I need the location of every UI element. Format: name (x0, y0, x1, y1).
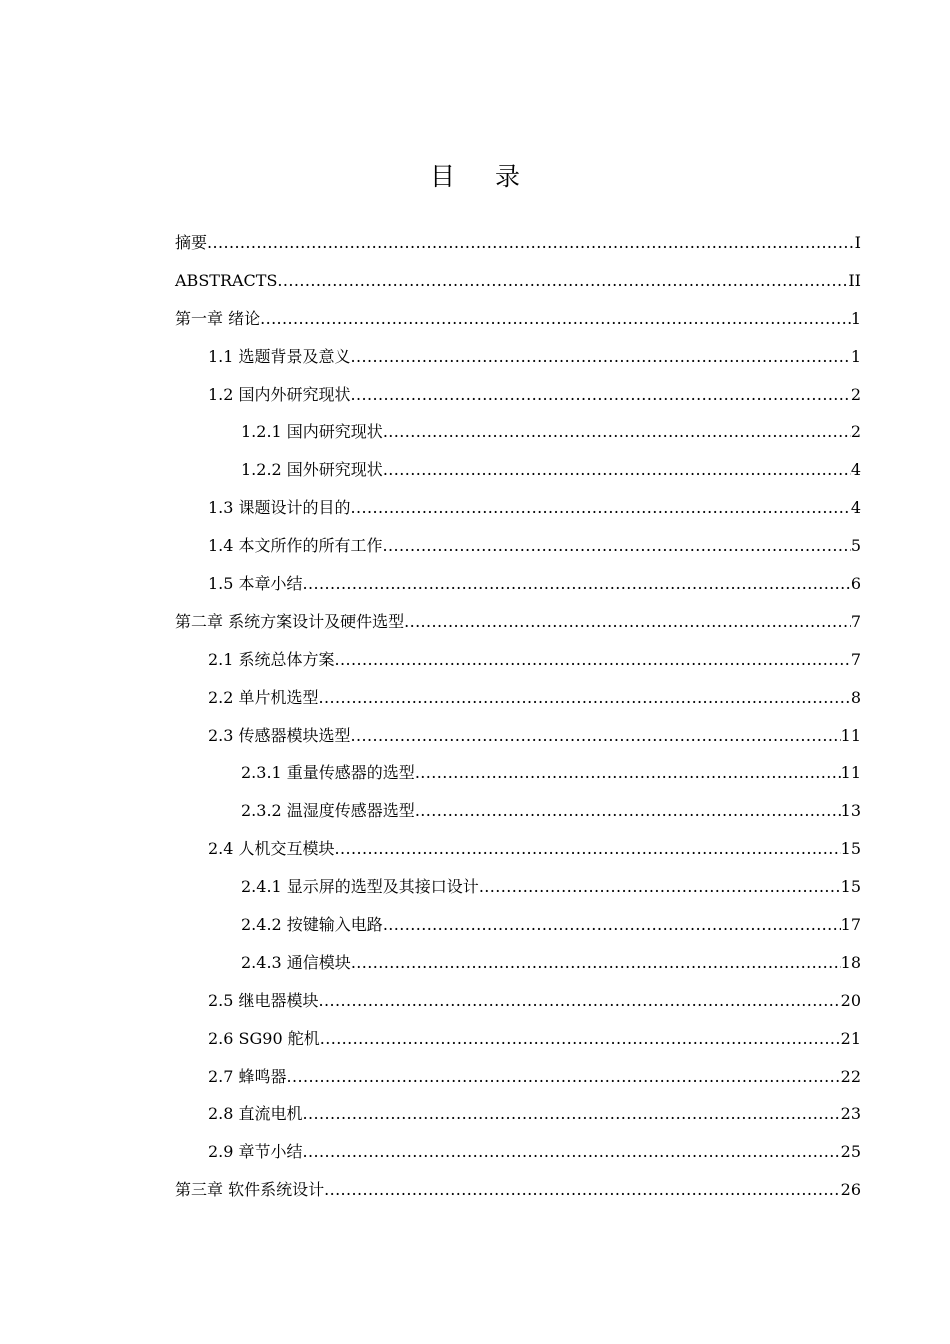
toc-entry-label: 2.3.2 温湿度传感器选型 (241, 801, 415, 821)
toc-entry-page: II (848, 270, 861, 290)
toc-entry-page: 2 (850, 422, 861, 442)
toc-entry-page: 4 (850, 460, 861, 480)
toc-entry-label: 2.4.3 通信模块 (241, 952, 351, 972)
toc-entry-label: 2.9 章节小结 (208, 1142, 303, 1162)
toc-title-right-char: 录 (495, 162, 521, 191)
toc-entry-page: 1 (850, 346, 861, 366)
dot-leader (303, 565, 851, 603)
dot-leader (335, 830, 841, 868)
toc-entry[interactable] (175, 982, 861, 1020)
toc-entry[interactable] (175, 792, 861, 830)
toc-entry-label: 摘要 (175, 233, 208, 252)
toc-entry-page: 17 (840, 915, 861, 935)
toc-entry[interactable] (175, 262, 861, 300)
toc-entry-label: 2.2 单片机选型 (208, 687, 319, 707)
toc-entry-page: 15 (840, 839, 861, 859)
toc-entry-label: 1.4 本文所作的所有工作 (208, 536, 383, 556)
toc-entry[interactable] (175, 338, 861, 376)
toc-entry[interactable] (175, 451, 861, 489)
toc-entry-label: 第二章 系统方案设计及硬件选型 (175, 611, 405, 631)
toc-title-left-char: 目 (429, 162, 455, 191)
toc-entry-label: 1.2.2 国外研究现状 (241, 460, 383, 480)
toc-entry-label: 2.7 蜂鸣器 (208, 1066, 287, 1086)
toc-entry-label: 2.4 人机交互模块 (208, 839, 335, 859)
toc-entry-page: 5 (850, 536, 861, 556)
dot-leader (351, 338, 851, 376)
toc-entry-page: 4 (850, 498, 861, 518)
toc-entry-label: 2.5 继电器模块 (208, 990, 319, 1010)
dot-leader (351, 717, 841, 755)
toc-entry[interactable] (175, 300, 861, 338)
toc-entry[interactable] (175, 868, 861, 906)
toc-entry-label: 2.4.1 显示屏的选型及其接口设计 (241, 877, 479, 897)
dot-leader (404, 603, 851, 641)
toc-entry[interactable] (175, 641, 861, 679)
toc-entry[interactable] (175, 717, 861, 755)
toc-entry-page: 23 (840, 1104, 861, 1124)
toc-entry[interactable] (175, 1171, 861, 1209)
toc-entry-page: 18 (840, 952, 861, 972)
toc-entry-label: 1.5 本章小结 (208, 574, 303, 594)
toc-entry[interactable] (175, 413, 861, 451)
toc-entry-page: 20 (840, 990, 861, 1010)
toc-entry[interactable] (175, 1133, 861, 1171)
toc-entry[interactable] (175, 603, 861, 641)
toc-entry[interactable] (175, 906, 861, 944)
toc-entry-label: 2.3.1 重量传感器的选型 (241, 763, 415, 783)
toc-entry-page: 7 (850, 649, 861, 669)
toc-entry[interactable] (175, 830, 861, 868)
toc-entry-label: 2.8 直流电机 (208, 1104, 303, 1124)
toc-entry-page: 22 (840, 1066, 861, 1086)
toc-entry[interactable] (175, 679, 861, 717)
dot-leader (320, 1020, 841, 1058)
toc-entry-label: 2.4.2 按键输入电路 (241, 915, 383, 935)
toc-entry[interactable] (175, 1020, 861, 1058)
dot-leader (351, 944, 841, 982)
toc-entry-page: 15 (840, 877, 861, 897)
toc-entry[interactable] (175, 527, 861, 565)
toc-entry[interactable] (175, 1095, 861, 1133)
toc-entry-page: 7 (850, 611, 861, 631)
dot-leader (383, 906, 841, 944)
dot-leader (260, 300, 851, 338)
toc-entry-label: 1.1 选题背景及意义 (208, 346, 351, 366)
toc-entry[interactable] (175, 565, 861, 603)
toc-entry-page: 13 (840, 801, 861, 821)
toc-entry-page: I (854, 233, 861, 252)
toc-entry-page: 21 (840, 1028, 861, 1048)
dot-leader (335, 641, 851, 679)
dot-leader (383, 451, 851, 489)
dot-leader (319, 982, 841, 1020)
toc-entry-page: 11 (840, 725, 861, 745)
dot-leader (351, 376, 851, 414)
toc-entry[interactable] (175, 944, 861, 982)
toc-entry[interactable] (175, 224, 861, 262)
toc-entry-label: 第三章 软件系统设计 (175, 1180, 325, 1200)
dot-leader (479, 868, 841, 906)
toc-entry-page: 6 (850, 574, 861, 594)
toc-entry-page: 25 (840, 1142, 861, 1162)
toc-entry-label: 2.1 系统总体方案 (208, 649, 335, 669)
dot-leader (303, 1133, 841, 1171)
toc-entry-label: 1.2.1 国内研究现状 (241, 422, 383, 442)
toc-entry-page: 26 (840, 1180, 861, 1200)
toc-entry[interactable] (175, 1058, 861, 1096)
dot-leader (287, 1058, 841, 1096)
toc-entry-page: 1 (850, 308, 861, 328)
dot-leader (319, 679, 851, 717)
table-of-contents (175, 224, 861, 1209)
dot-leader (383, 413, 851, 451)
toc-entry[interactable] (175, 376, 861, 414)
toc-entry-label: 1.2 国内外研究现状 (208, 384, 351, 404)
toc-entry-label: 2.3 传感器模块选型 (208, 725, 351, 745)
dot-leader (207, 224, 855, 262)
dot-leader (324, 1171, 841, 1209)
toc-entry[interactable] (175, 754, 861, 792)
dot-leader (415, 754, 841, 792)
toc-entry-label: 第一章 绪论 (175, 308, 261, 328)
toc-entry-label: 1.3 课题设计的目的 (208, 498, 351, 518)
toc-entry-page: 11 (840, 763, 861, 783)
toc-entry-label: ABSTRACTS (175, 270, 278, 290)
toc-entry-page: 8 (850, 687, 861, 707)
toc-entry-label: 2.6 SG90 舵机 (208, 1028, 320, 1048)
toc-entry[interactable] (175, 489, 861, 527)
dot-leader (383, 527, 851, 565)
toc-entry-page: 2 (850, 384, 861, 404)
dot-leader (351, 489, 851, 527)
dot-leader (277, 262, 848, 300)
dot-leader (415, 792, 841, 830)
toc-title (0, 158, 950, 196)
dot-leader (303, 1095, 841, 1133)
